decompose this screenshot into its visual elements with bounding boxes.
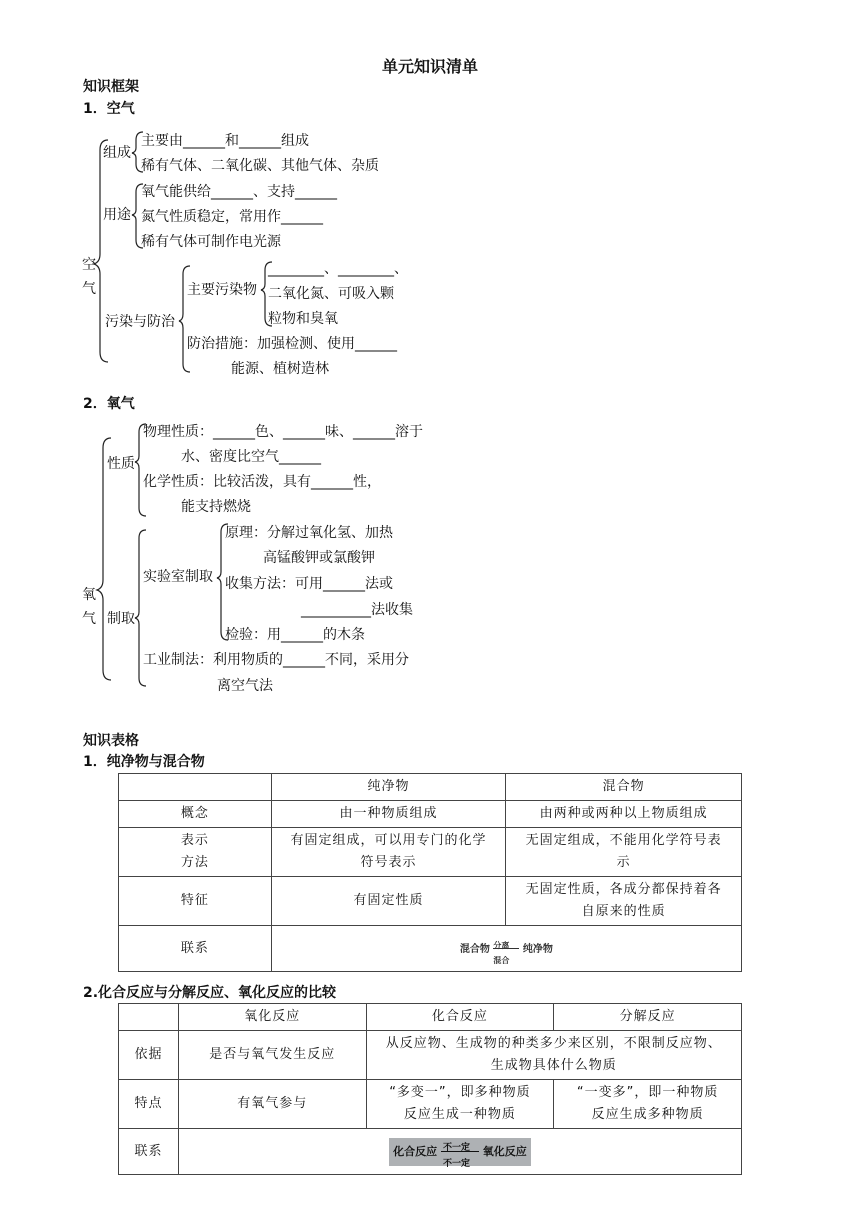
table1-header-mixture: 混合物 xyxy=(506,774,742,801)
table2-corner xyxy=(119,1004,179,1031)
prep-label: 制取 xyxy=(107,611,135,627)
oxygen-root-label: 氧 气 xyxy=(82,587,96,627)
main-pollutant-line-2: 二氧化氮、可吸入颗 xyxy=(268,286,394,302)
main-pollutant-label: 主要污染物 xyxy=(187,282,257,298)
diagram-left: 化合反应 xyxy=(393,1144,438,1158)
table2-cell: 是否与氧气发生反应 xyxy=(178,1031,366,1080)
diagram-bottom: 混合 xyxy=(493,955,510,965)
table1-cell: 有固定性质 xyxy=(271,877,506,926)
table2-link-cell xyxy=(178,1129,741,1175)
table1-link-cell xyxy=(271,926,741,972)
diagram-right: 纯净物 xyxy=(522,943,553,955)
table2-link-label: 联系 xyxy=(119,1129,179,1175)
collect-line-1: 收集方法：可用______法或 xyxy=(225,576,393,592)
composition-label: 组成 xyxy=(103,145,131,161)
uses-label: 用途 xyxy=(103,207,131,223)
main-pollutant-line-1: ________、________、 xyxy=(268,261,408,277)
table2-header-combination: 化合反应 xyxy=(366,1004,554,1031)
table2-cell: 有氧气参与 xyxy=(178,1080,366,1129)
table2-cell: 从反应物、生成物的种类多少来区别，不限制反应物、 生成物具体什么物质 xyxy=(366,1031,741,1080)
main-pollutant-line-3: 粒物和臭氧 xyxy=(268,311,338,327)
diagram-right: 氧化反应 xyxy=(482,1144,527,1158)
props-label: 性质 xyxy=(107,456,135,472)
physical-line-2: 水、密度比空气______ xyxy=(181,449,321,465)
table1-link-label: 联系 xyxy=(119,926,272,972)
table1-row-label: 特征 xyxy=(119,877,272,926)
uses-line-2: 氮气性质稳定，常用作______ xyxy=(141,209,323,225)
arrow-icon xyxy=(441,1151,479,1152)
principle-line-1: 原理：分解过氧化氢、加热 xyxy=(225,525,393,541)
oxygen-root-bracket xyxy=(97,438,111,680)
table1-cell: 由两种或两种以上物质组成 xyxy=(506,801,742,828)
air-heading: 1．空气 xyxy=(83,101,135,117)
principle-line-2: 高锰酸钾或氯酸钾 xyxy=(263,550,375,566)
table1-cell: 无固定性质，各成分都保持着各 自原来的性质 xyxy=(506,877,742,926)
table1-cell: 有固定组成，可以用专门的化学 符号表示 xyxy=(271,828,506,877)
mixture-pure-diagram xyxy=(459,937,553,965)
collect-line-2: __________法收集 xyxy=(301,602,413,618)
composition-line-1: 主要由______和______组成 xyxy=(141,133,309,149)
reaction-comparison-table xyxy=(118,1003,742,1175)
pure-mixture-table xyxy=(118,773,742,972)
table2-header-decomposition: 分解反应 xyxy=(554,1004,742,1031)
diagram-bottom: 不一定 xyxy=(442,1158,470,1169)
table2-row-label: 依据 xyxy=(119,1031,179,1080)
framework-heading: 知识框架 xyxy=(83,79,139,95)
diagram-left: 混合物 xyxy=(459,943,490,955)
arrow-icon xyxy=(493,948,519,949)
diagram-top: 不一定 xyxy=(442,1142,470,1153)
chemical-line-1: 化学性质：比较活泼，具有______性， xyxy=(143,474,381,490)
physical-line-1: 物理性质：______色、______味、______溶于 xyxy=(143,424,423,440)
table2-header-oxidation: 氧化反应 xyxy=(178,1004,366,1031)
uses-line-3: 稀有气体可制作电光源 xyxy=(141,234,281,250)
table1-row-label: 概念 xyxy=(119,801,272,828)
composition-line-2: 稀有气体、二氧化碳、其他气体、杂质 xyxy=(141,158,379,174)
table1-corner xyxy=(119,774,272,801)
table2-cell: “一变多”，即一种物质 反应生成多种物质 xyxy=(554,1080,742,1129)
table2-cell: “多变一”，即多种物质 反应生成一种物质 xyxy=(366,1080,554,1129)
tables-heading: 知识表格 xyxy=(83,733,139,749)
test-line: 检验：用______的木条 xyxy=(225,627,365,643)
page-title: 单元知识清单 xyxy=(381,57,478,76)
industry-line-2: 离空气法 xyxy=(217,678,273,694)
diagram-top: 分离 xyxy=(493,940,510,950)
table2-heading: 2.化合反应与分解反应、氧化反应的比较 xyxy=(83,985,337,1001)
air-root-label: 空 气 xyxy=(82,257,96,297)
reaction-diagram xyxy=(389,1138,531,1169)
chemical-line-2: 能支持燃烧 xyxy=(181,499,251,515)
pollution-label: 污染与防治 xyxy=(105,314,175,330)
table1-header-pure: 纯净物 xyxy=(271,774,506,801)
prevent-line-1: 防治措施：加强检测、使用______ xyxy=(187,336,397,352)
oxygen-heading: 2．氧气 xyxy=(83,396,135,412)
prevent-line-2: 能源、植树造林 xyxy=(231,361,329,377)
table1-row-label: 表示 方法 xyxy=(119,828,272,877)
lab-label: 实验室制取 xyxy=(143,569,213,585)
table1-cell: 由一种物质组成 xyxy=(271,801,506,828)
table1-cell: 无固定组成，不能用化学符号表 示 xyxy=(506,828,742,877)
industry-line-1: 工业制法：利用物质的______不同，采用分 xyxy=(143,652,409,668)
table1-heading: 1．纯净物与混合物 xyxy=(83,754,205,770)
uses-line-1: 氧气能供给______、支持______ xyxy=(141,184,337,200)
table2-row-label: 特点 xyxy=(119,1080,179,1129)
